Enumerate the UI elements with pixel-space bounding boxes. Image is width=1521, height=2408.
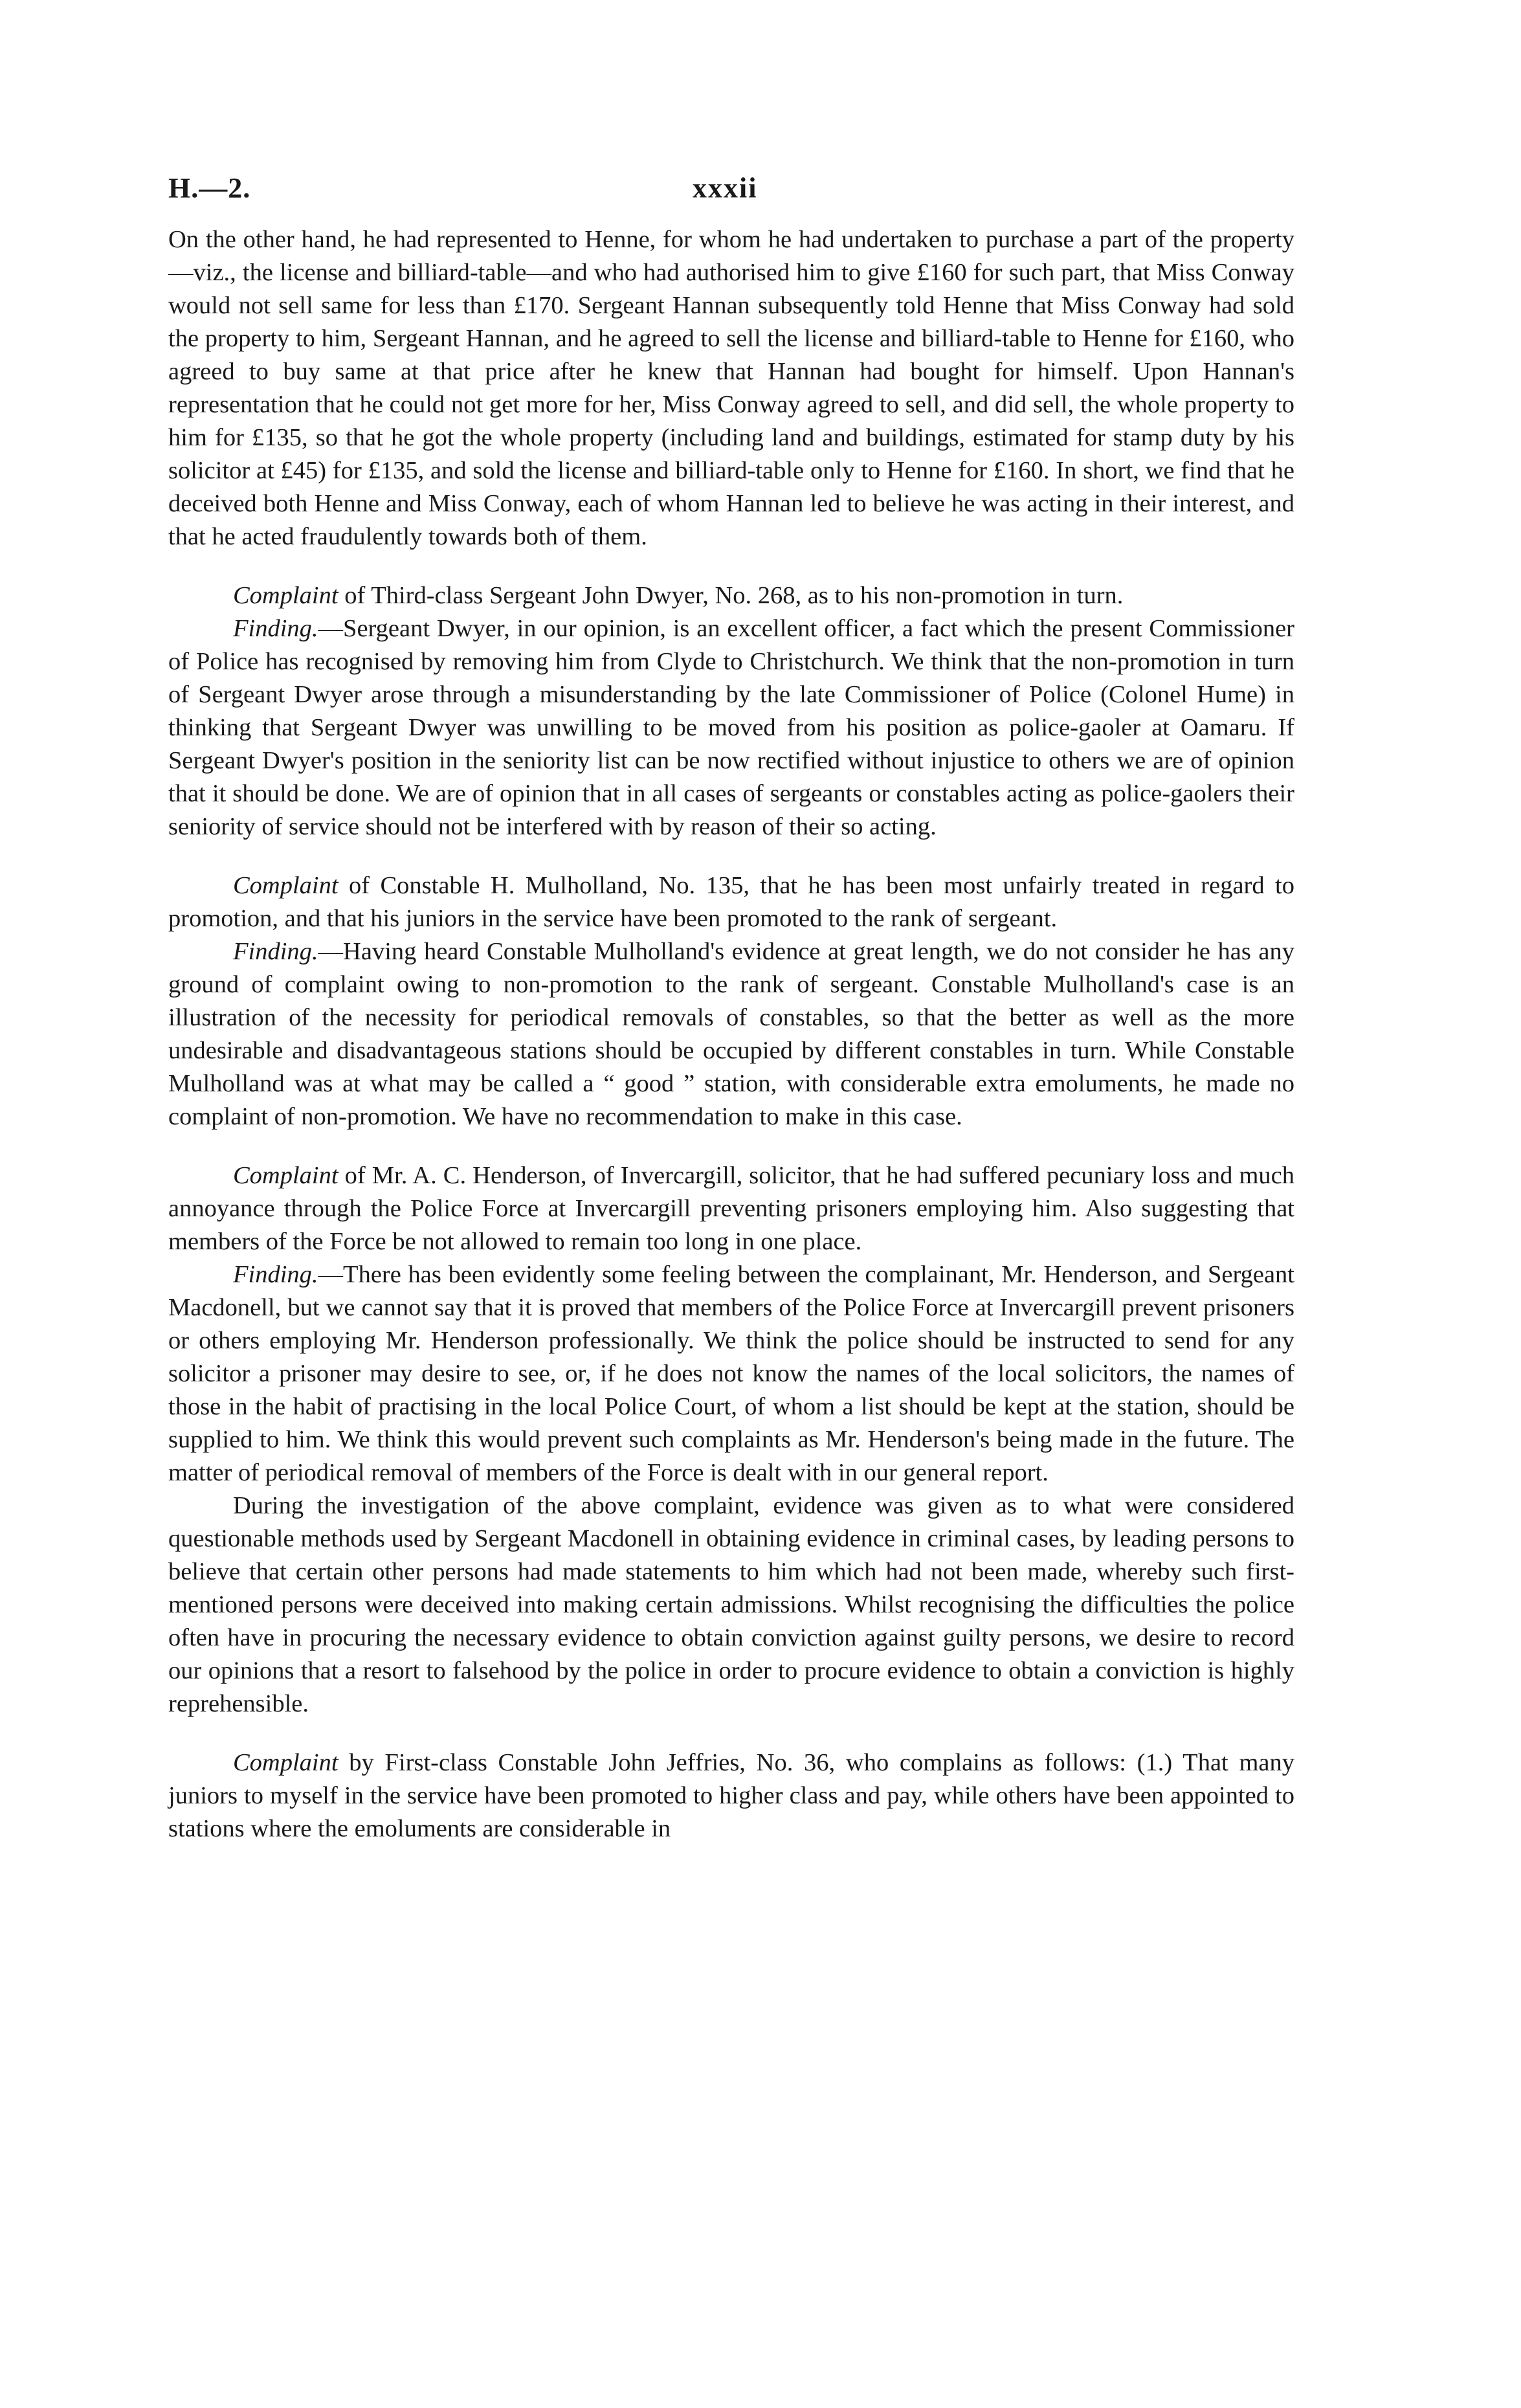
complaint-label: Complaint: [233, 1162, 339, 1189]
complaint-label: Complaint: [233, 872, 339, 899]
page-number: xxxii: [693, 172, 758, 204]
finding-text: —Having heard Constable Mulholland's evidence at great length, we do not consider he has any ground of complaint owing to non-promotion to the rank of sergeant. Constable Mulholland's case is an illustration of the necessity for periodical removals of constables, so that the better as well as the more undesirable and disadvantageous stations should be occupied by different constables in turn. While Constable Mulholland was at what may be called a “ good ” station, with considerable extra emoluments, he made no complaint of non-promotion. We have no recommendation to make in this case.: [168, 938, 1294, 1130]
mulholland-finding-paragraph: [168, 935, 1294, 1133]
document-id: H.—2.: [168, 172, 251, 204]
finding-label: Finding.: [233, 1261, 318, 1288]
dwyer-complaint-section: [168, 579, 1294, 843]
finding-label: Finding.: [233, 615, 318, 642]
henderson-complaint-section: [168, 1159, 1294, 1721]
finding-text: —Sergeant Dwyer, in our opinion, is an excellent officer, a fact which the present Commissioner of Police has recognised by removing him from Clyde to Christchurch. We think that the non-promotion in turn of Sergeant Dwyer arose through a misunderstanding by the late Commissioner of Police (Colonel Hume) in thinking that Sergeant Dwyer was unwilling to be moved from his position as police-gaoler at Oamaru. If Sergeant Dwyer's position in the seniority list can be now rectified without injustice to others we are of opinion that it should be done. We are of opinion that in all cases of sergeants or constables acting as police-gaolers their seniority of service should not be interfered with by reason of their so acting.: [168, 615, 1294, 840]
finding-label: Finding.: [233, 938, 318, 965]
mulholland-complaint-section: [168, 869, 1294, 1133]
henderson-complaint-paragraph: [168, 1159, 1294, 1258]
henderson-investigation-paragraph: During the investigation of the above complaint, evidence was given as to what were considered questionable methods used by Sergeant Macdonell in obtaining evidence in criminal cases, by leading persons to believe that certain other persons had made statements to him which had not been made, whereby such first-mentioned persons were deceived into making certain admissions. Whilst recognising the difficulties the police often have in procuring the necessary evidence to obtain conviction against guilty persons, we desire to record our opinions that a resort to falsehood by the police in order to procure evidence to obtain a conviction is highly reprehensible.: [168, 1492, 1294, 1717]
complaint-text: of Third-class Sergeant John Dwyer, No. 268, as to his non-promotion in turn.: [338, 582, 1124, 609]
page-header: [168, 172, 1294, 223]
dwyer-finding-paragraph: [168, 612, 1294, 843]
complaint-label: Complaint: [233, 1749, 339, 1776]
finding-text: —There has been evidently some feeling between the complainant, Mr. Henderson, and Sergeant Macdonell, but we cannot say that it is proved that members of the Police Force at Invercargill prevent prisoners or others employing Mr. Henderson professionally. We think the police should be instructed to send for any solicitor a prisoner may desire to see, or, if he does not know the names of the local solicitors, the names of those in the habit of practising in the local Police Court, of whom a list should be kept at the station, should be supplied to him. We think this would prevent such complaints as Mr. Henderson's being made in the future. The matter of periodical removal of members of the Force is dealt with in our general report.: [168, 1261, 1294, 1486]
complaint-text: of Mr. A. C. Henderson, of Invercargill, solicitor, that he had suffered pecuniary loss and much annoyance through the Police Force at Invercargill preventing prisoners employing him. Also suggesting that members of the Force be not allowed to remain too long in one place.: [168, 1162, 1294, 1255]
complaint-text: of Constable H. Mulholland, No. 135, that he has been most unfairly treated in regard to promotion, and that his juniors in the service have been promoted to the rank of sergeant.: [168, 872, 1294, 932]
complaint-label: Complaint: [233, 582, 339, 609]
jeffries-complaint-section: [168, 1746, 1294, 1845]
body-text: [168, 223, 1294, 1845]
henderson-finding-paragraph: [168, 1258, 1294, 1489]
jeffries-complaint-paragraph: [168, 1746, 1294, 1845]
complaint-text: by First-class Constable John Jeffries, No. 36, who complains as follows: (1.) That many juniors to myself in the service have been promoted to higher class and pay, while others have been appointed to stations where the emoluments are considerable in: [168, 1749, 1294, 1842]
mulholland-complaint-paragraph: [168, 869, 1294, 935]
document-page: [168, 172, 1294, 1845]
opening-paragraph: On the other hand, he had represented to Henne, for whom he had undertaken to purchase a part of the property—viz., the license and billiard-table—and who had authorised him to give £160 for such part, that Miss Conway would not sell same for less than £170. Sergeant Hannan subsequently told Henne that Miss Conway had sold the property to him, Sergeant Hannan, and he agreed to sell the license and billiard-table to Henne for £160, who agreed to buy same at that price after he knew that Hannan had bought for himself. Upon Hannan's representation that he could not get more for her, Miss Conway agreed to sell, and did sell, the whole property to him for £135, so that he got the whole property (including land and buildings, estimated for stamp duty by his solicitor at £45) for £135, and sold the license and billiard-table only to Henne for £160. In short, we find that he deceived both Henne and Miss Conway, each of whom Hannan led to believe he was acting in their interest, and that he acted fraudulently towards both of them.: [168, 226, 1294, 550]
dwyer-complaint-paragraph: [168, 579, 1294, 612]
